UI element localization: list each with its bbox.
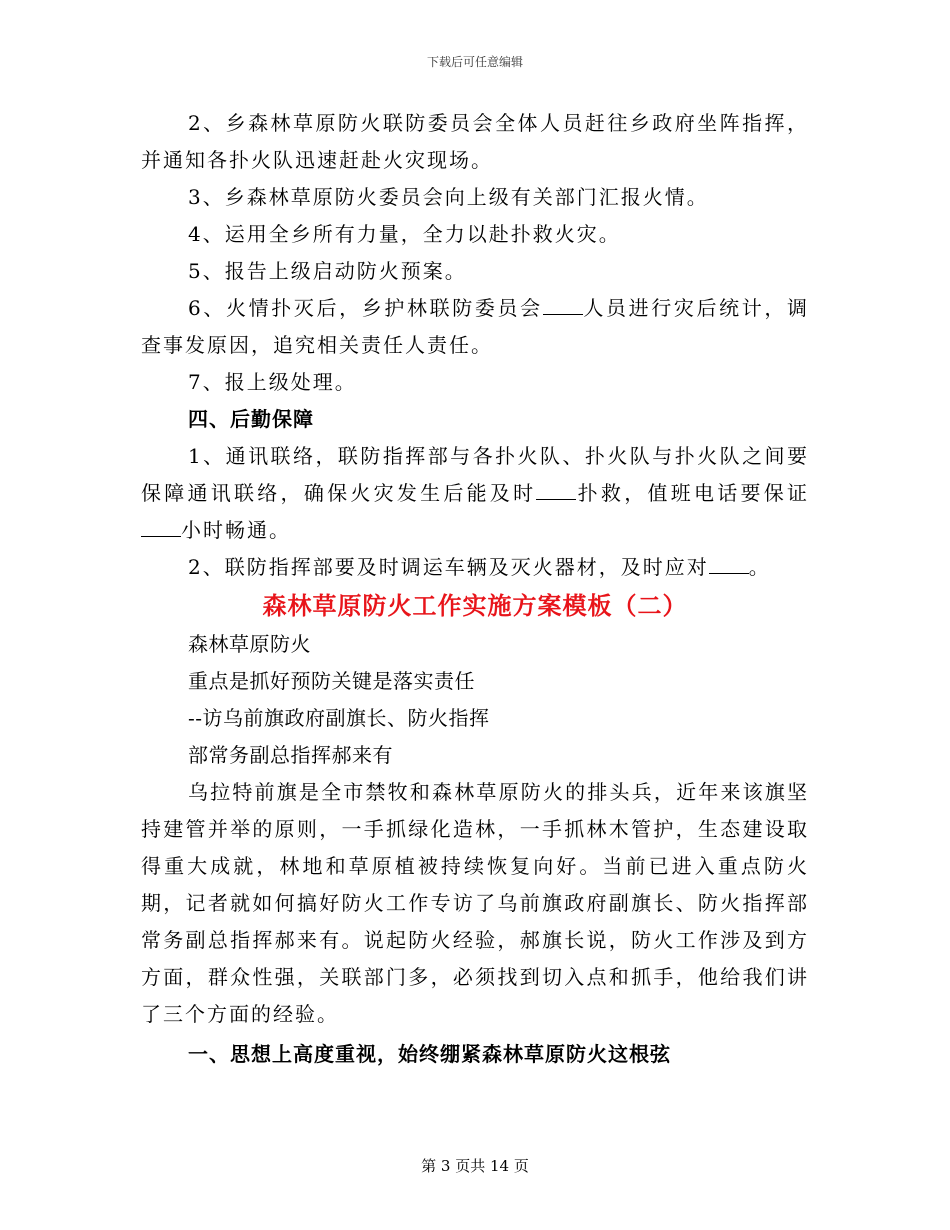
section-heading-1: 一、思想上高度重视，始终绷紧森林草原防火这根弦 xyxy=(188,1042,671,1066)
logistics-2-text-b: 。 xyxy=(748,555,771,579)
fill-blank xyxy=(709,555,749,574)
item-6-text-a: 6、火情扑灭后，乡护林联防委员会 xyxy=(188,296,543,320)
document-body xyxy=(141,105,809,1073)
paragraph-item-3: 3、乡森林草原防火委员会向上级有关部门汇报火情。 xyxy=(188,185,709,209)
fill-blank xyxy=(536,481,576,500)
logistics-1-text-b: 扑救，值班电话要保证 xyxy=(576,481,810,505)
subtitle-line-1: 森林草原防火 xyxy=(188,632,311,656)
fill-blank xyxy=(141,518,181,537)
section-heading-logistics: 四、后勤保障 xyxy=(188,407,314,431)
item-6-text-b: 人员进行灾后统计，调查事发原因，追究相关责任人责任。 xyxy=(141,296,809,357)
page-number: 第 3 页共 14 页 xyxy=(421,1157,529,1175)
document-title: 森林草原防火工作实施方案模板（二） xyxy=(262,591,688,620)
logistics-1-text-c: 小时畅通。 xyxy=(181,518,291,542)
header-note: 下载后可任意编辑 xyxy=(426,55,523,69)
fill-blank xyxy=(543,296,583,315)
paragraph-item-5: 5、报告上级启动防火预案。 xyxy=(188,259,467,283)
logistics-2-text-a: 2、联防指挥部要及时调运车辆及灭火器材，及时应对 xyxy=(188,555,709,579)
paragraph-item-4: 4、运用全乡所有力量，全力以赴扑救火灾。 xyxy=(188,222,621,246)
paragraph-logistics-2 xyxy=(141,549,809,586)
paragraph-logistics-1 xyxy=(141,438,809,549)
paragraph-item-6 xyxy=(141,290,809,364)
logistics-1-text-a: 1、通讯联络，联防指挥部与各扑火队、扑火队与扑火队之间要保障通讯联络，确保火灾发生后能及时 xyxy=(141,444,809,505)
subtitle-line-3: --访乌前旗政府副旗长、防火指挥 xyxy=(188,706,490,730)
paragraph-item-2: 2、乡森林草原防火联防委员会全体人员赶往乡政府坐阵指挥，并通知各扑火队迅速赶赴火灾现场。 xyxy=(141,111,809,172)
subtitle-line-4: 部常务副总指挥郝来有 xyxy=(188,743,393,767)
intro-paragraph: 乌拉特前旗是全市禁牧和森林草原防火的排头兵，近年来该旗坚持建管并举的原则，一手抓绿化造林，一手抓林木管护，生态建设取得重大成就，林地和草原植被持续恢复向好。当前已进入重点防火期，记者就如何搞好防火工作专访了乌前旗政府副旗长、防火指挥部常务副总指挥郝来有。说起防火经验，郝旗长说，防火工作涉及到方方面，群众性强，关联部门多，必须找到切入点和抓手，他给我们讲了三个方面的经验。 xyxy=(141,780,809,1026)
paragraph-item-7: 7、报上级处理。 xyxy=(188,370,357,394)
subtitle-line-2: 重点是抓好预防关键是落实责任 xyxy=(188,669,475,693)
